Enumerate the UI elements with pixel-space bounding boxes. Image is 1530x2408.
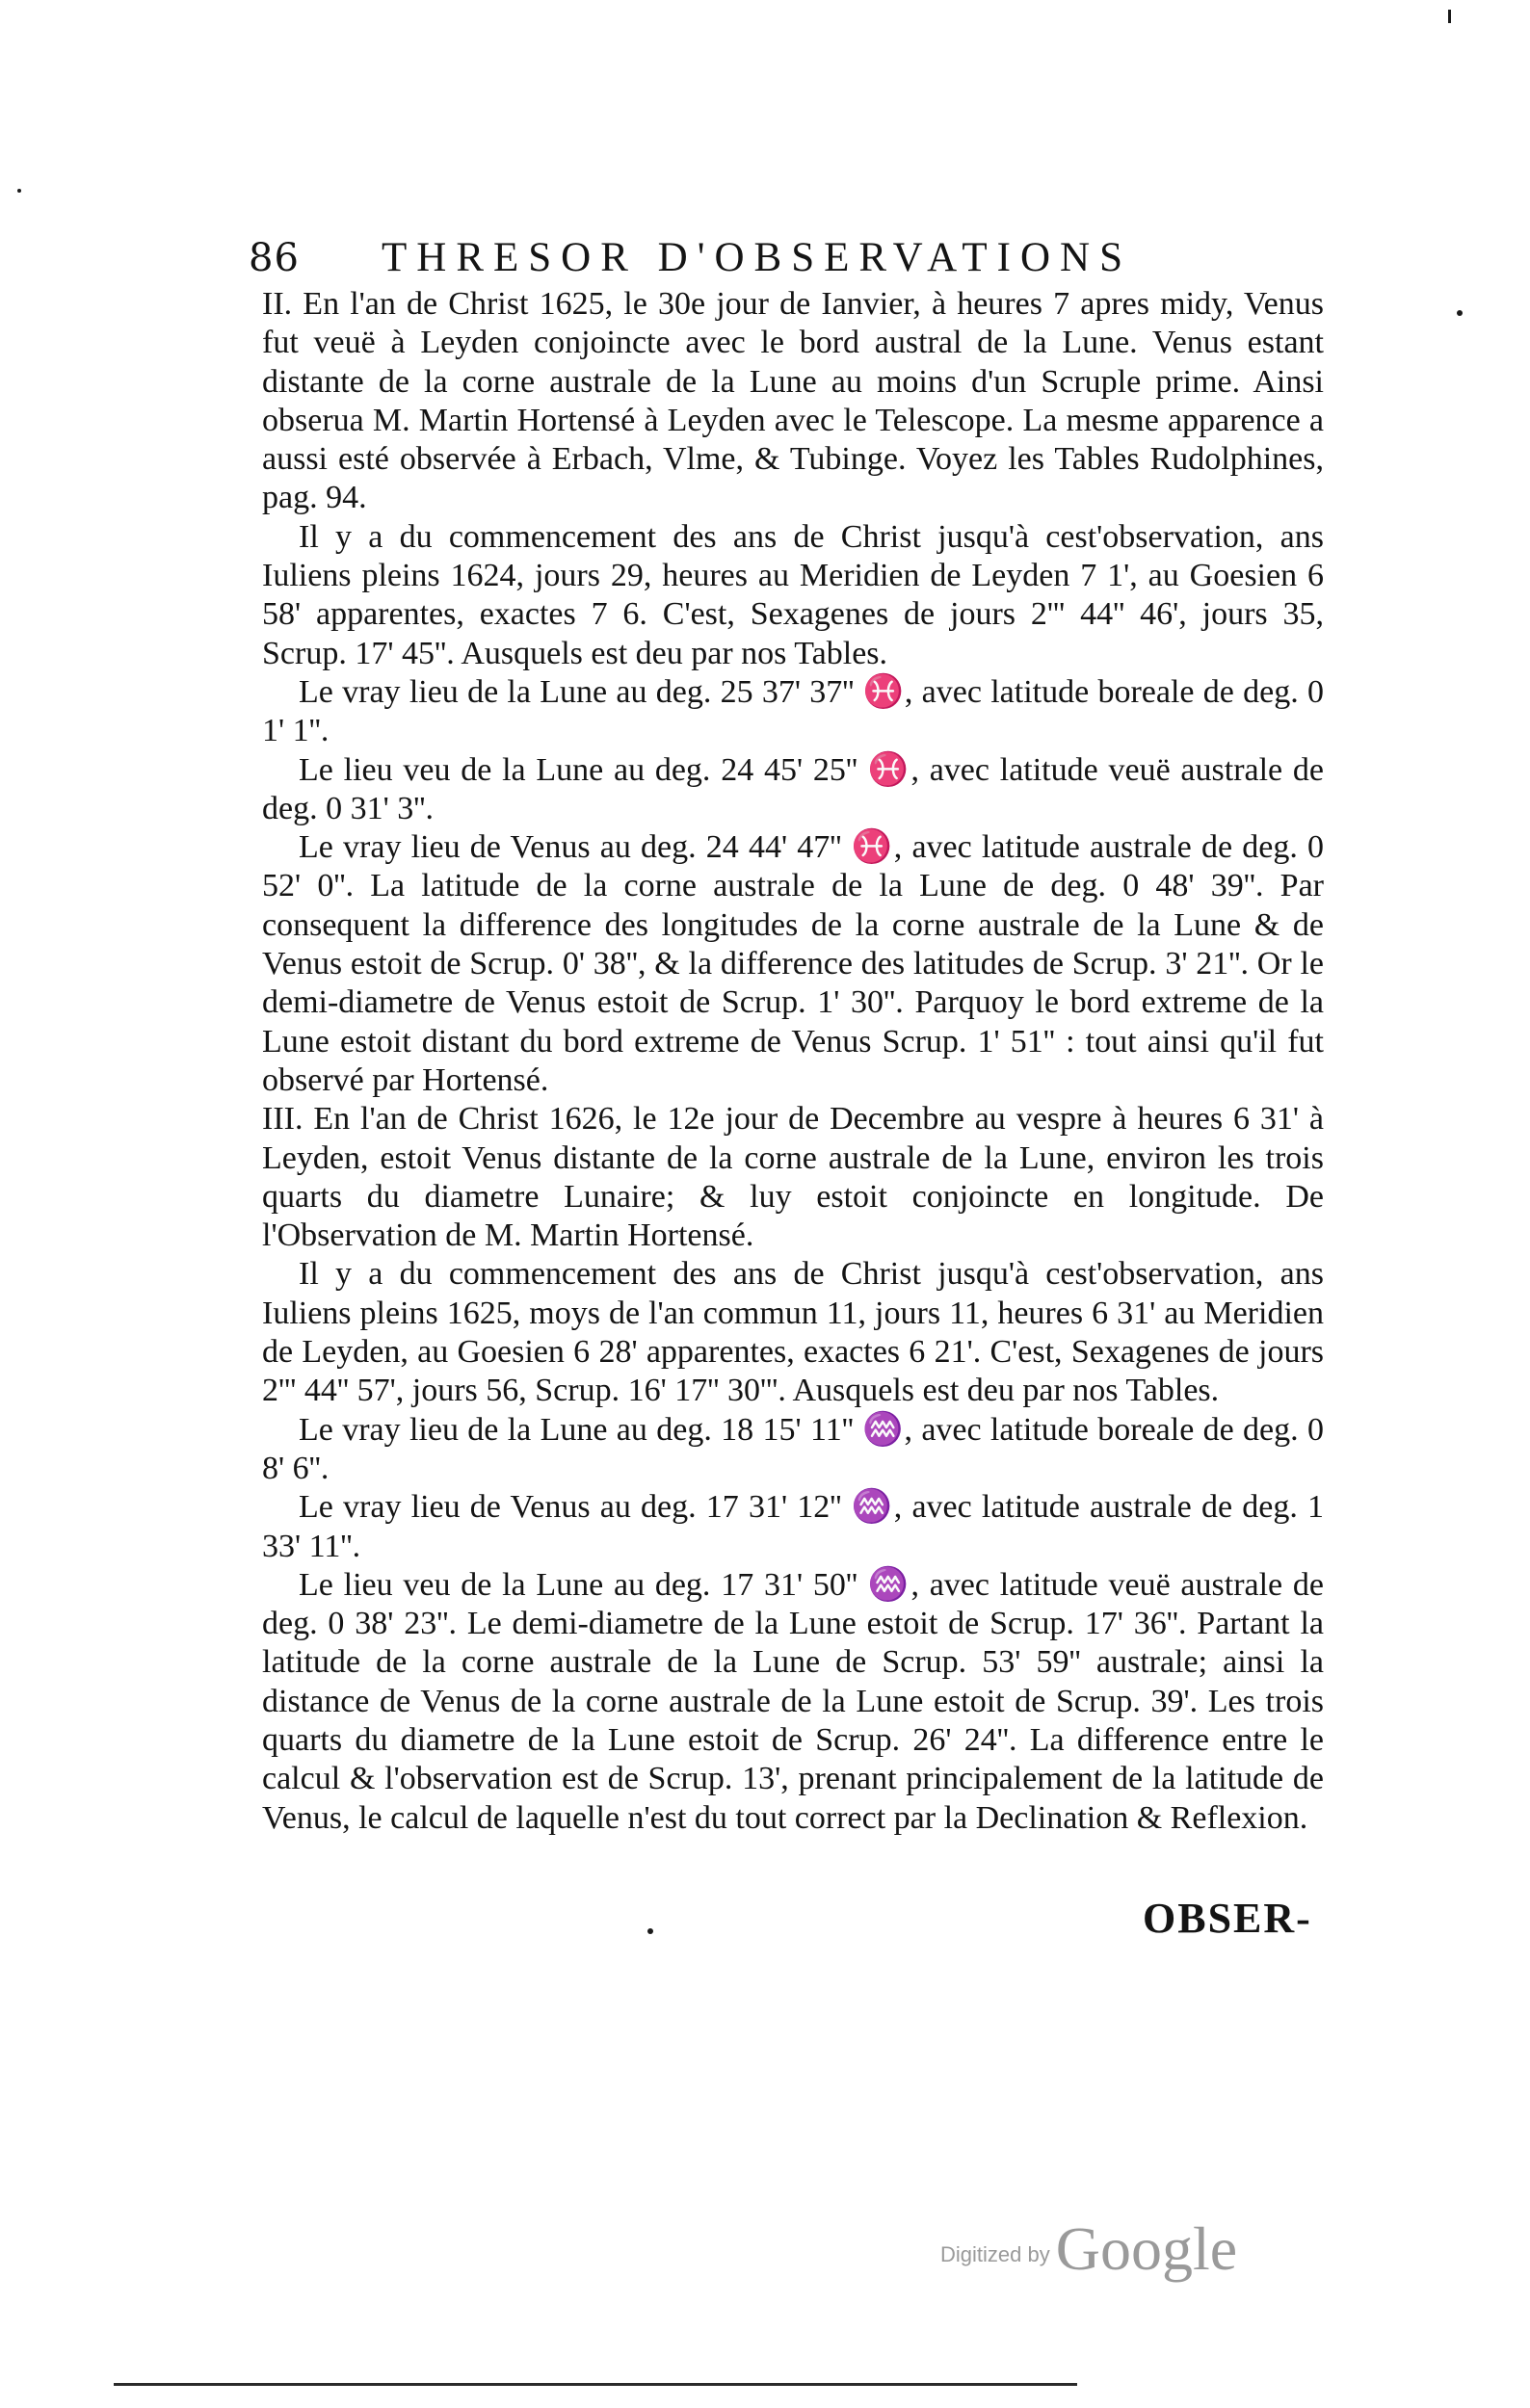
bottom-rule bbox=[114, 2383, 1077, 2386]
paragraph-apparent-moon-iii: Le lieu veu de la Lune au deg. 17 31' 50'' ♒, avec latitude veuë australe de deg. 0 38' 23''. Le demi-diametre de la Lune estoit de Scrup. 17' 36''. Partant la latitude de la corne australe de la Lune de Scrup. 53' 59'' australe; ainsi la distance de Venus de la corne australe de la Lune estoit de Scrup. 39'. Les trois quarts du diametre de la Lune estoit de Scrup. 26' 24''. La difference entre le calcul & l'observation est de Scrup. 13', prenant principalement de la latitude de Venus, le calcul de laquelle n'est du tout correct par la Declination & Reflexion. bbox=[262, 1566, 1324, 1836]
watermark-label: Digitized by bbox=[940, 2242, 1050, 2266]
paragraph-venus-ii: Le vray lieu de Venus au deg. 24 44' 47'' ♓, avec latitude australe de deg. 0 52' 0''. La latitude de la corne australe de la Lune de deg. 0 48' 39''. Par consequent la difference des longitudes de la corne australe de la Lune & de Venus estoit de Scrup. 0' 38'', & la difference des latitudes de Scrup. 3' 21''. Or le demi-diametre de Venus estoit de Scrup. 1' 30''. Parquoy le bord extreme de la Lune estoit distant du bord extreme de Venus Scrup. 1' 51'' : tout ainsi qu'il fut observé par Hortensé. bbox=[262, 829, 1324, 1098]
paragraph-calculation-ii: Il y a du commencement des ans de Christ jusqu'à cest'observation, ans Iuliens pleins 1624, jours 29, heures au Meridien de Leyden 7 1', au Goesien 6 58' apparentes, exactes 7 6. C'est, Sexagenes de jours 2''' 44'' 46', jours 35, Scrup. 17' 45''. Ausquels est deu par nos Tables. bbox=[262, 518, 1324, 671]
paragraph-true-moon-iii: Le vray lieu de la Lune au deg. 18 15' 11'' ♒, avec latitude boreale de deg. 0 8' 6''. bbox=[262, 1411, 1324, 1486]
page-number: 86 bbox=[249, 236, 300, 280]
body-text bbox=[262, 285, 1324, 1838]
page-header bbox=[249, 231, 1251, 285]
watermark-brand: Google bbox=[1055, 2214, 1238, 2283]
catchword: OBSER- bbox=[1143, 1895, 1312, 1942]
paragraph-observation-ii: II. En l'an de Christ 1625, le 30e jour de Ianvier, à heures 7 apres midy, Venus fut veuë à Leyden conjoincte avec le bord austral de la Lune. Venus estant distante de la corne australe de la Lune au moins d'un Scruple prime. Ainsi obserua M. Martin Hortensé à Leyden avec le Telescope. La mesme apparence a aussi esté observée à Erbach, Vlme, & Tubinge. Voyez les Tables Rudolphines, pag. 94. bbox=[262, 286, 1324, 516]
paragraph-true-moon-ii: Le vray lieu de la Lune au deg. 25 37' 37'' ♓, avec latitude boreale de deg. 0 1' 1''. bbox=[262, 673, 1324, 749]
margin-ink-speck bbox=[1457, 310, 1463, 316]
running-title: THRESOR D'OBSERVATIONS bbox=[382, 235, 1133, 280]
digitization-watermark bbox=[940, 2213, 1237, 2300]
margin-ink-speck bbox=[647, 1928, 653, 1934]
margin-ink-speck bbox=[17, 189, 21, 193]
paragraph-apparent-moon-ii: Le lieu veu de la Lune au deg. 24 45' 25'' ♓, avec latitude veuë australe de deg. 0 31' 3''. bbox=[262, 751, 1324, 826]
paragraph-venus-iii: Le vray lieu de Venus au deg. 17 31' 12'' ♒, avec latitude australe de deg. 1 33' 11''. bbox=[262, 1489, 1324, 1564]
paragraph-observation-iii: III. En l'an de Christ 1626, le 12e jour de Decembre au vespre à heures 6 31' à Leyden, estoit Venus distante de la corne australe de la Lune, environ les trois quarts du diametre Lunaire; & luy estoit conjoincte en longitude. De l'Observation de M. Martin Hortensé. bbox=[262, 1101, 1324, 1254]
paragraph-calculation-iii: Il y a du commencement des ans de Christ jusqu'à cest'observation, ans Iuliens pleins 1625, moys de l'an commun 11, jours 11, heures 6 31' au Meridien de Leyden, au Goesien 6 28' apparentes, exactes 6 21'. C'est, Sexagenes de jours 2''' 44'' 57', jours 56, Scrup. 16' 17'' 30'''. Ausquels est deu par nos Tables. bbox=[262, 1256, 1324, 1409]
margin-ink-speck bbox=[1448, 10, 1451, 23]
